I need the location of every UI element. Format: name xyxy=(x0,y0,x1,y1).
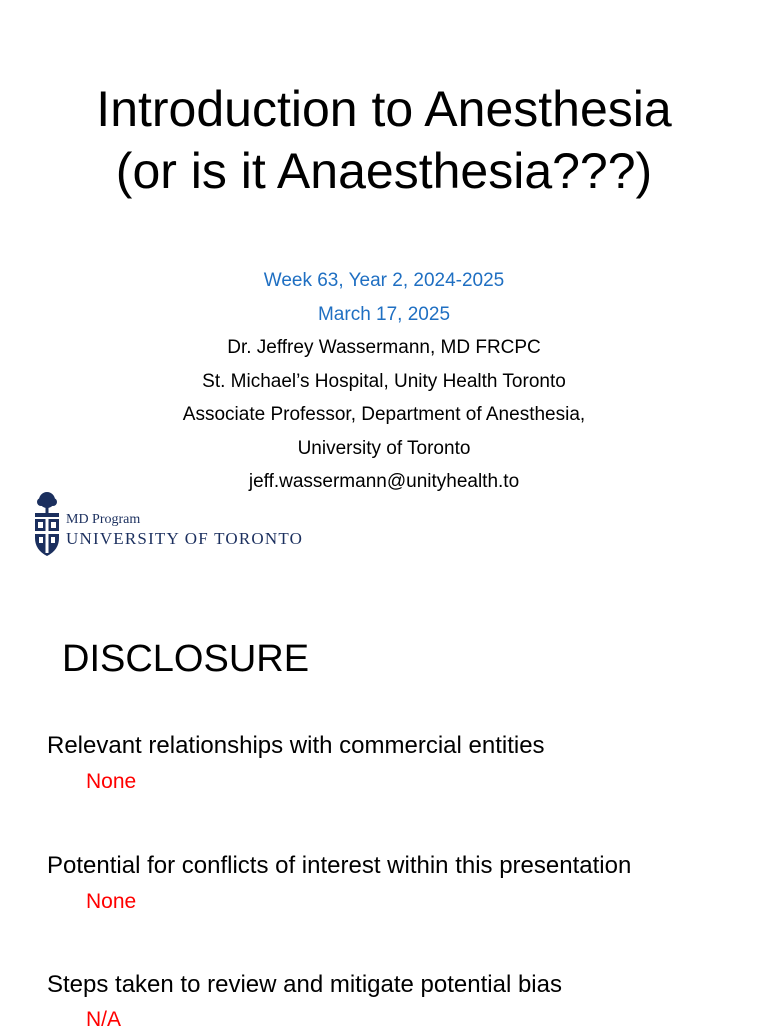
uoft-md-program-logo xyxy=(32,490,332,560)
presenter-info xyxy=(0,264,768,499)
logo-university-text: UNIVERSITY OF TORONTO xyxy=(66,529,304,548)
presenter-name: Dr. Jeffrey Wassermann, MD FRCPC xyxy=(227,337,541,358)
position-line: Associate Professor, Department of Anesthesia, xyxy=(182,404,586,425)
hospital-line: St. Michael’s Hospital, Unity Health Toronto xyxy=(202,370,566,392)
disclosure-answer-3: N/A xyxy=(86,1008,122,1031)
disclosure-answer-1: None xyxy=(86,770,137,793)
university-crest-icon xyxy=(32,490,62,560)
disclosure-item-1: Relevant relationships with commercial entities xyxy=(47,732,545,759)
email-link[interactable]: jeff.wassermann@unityhealth.to xyxy=(248,471,520,492)
logo-program-text: MD Program xyxy=(66,512,141,527)
disclosure-item-3: Steps taken to review and mitigate potential bias xyxy=(47,971,562,998)
disclosure-slide xyxy=(0,600,768,1031)
disclosure-answer-2: None xyxy=(86,890,137,913)
university-line: University of Toronto xyxy=(297,437,471,459)
disclosure-item-2: Potential for conflicts of interest within this presentation xyxy=(47,852,632,879)
title-line-2: (or is it Anaesthesia???) xyxy=(115,143,653,199)
week-line: Week 63, Year 2, 2024-2025 xyxy=(263,270,505,291)
date-line: March 17, 2025 xyxy=(317,303,451,325)
slide-title xyxy=(0,78,768,202)
title-line-1: Introduction to Anesthesia xyxy=(96,81,672,137)
disclosure-title: DISCLOSURE xyxy=(62,638,310,680)
